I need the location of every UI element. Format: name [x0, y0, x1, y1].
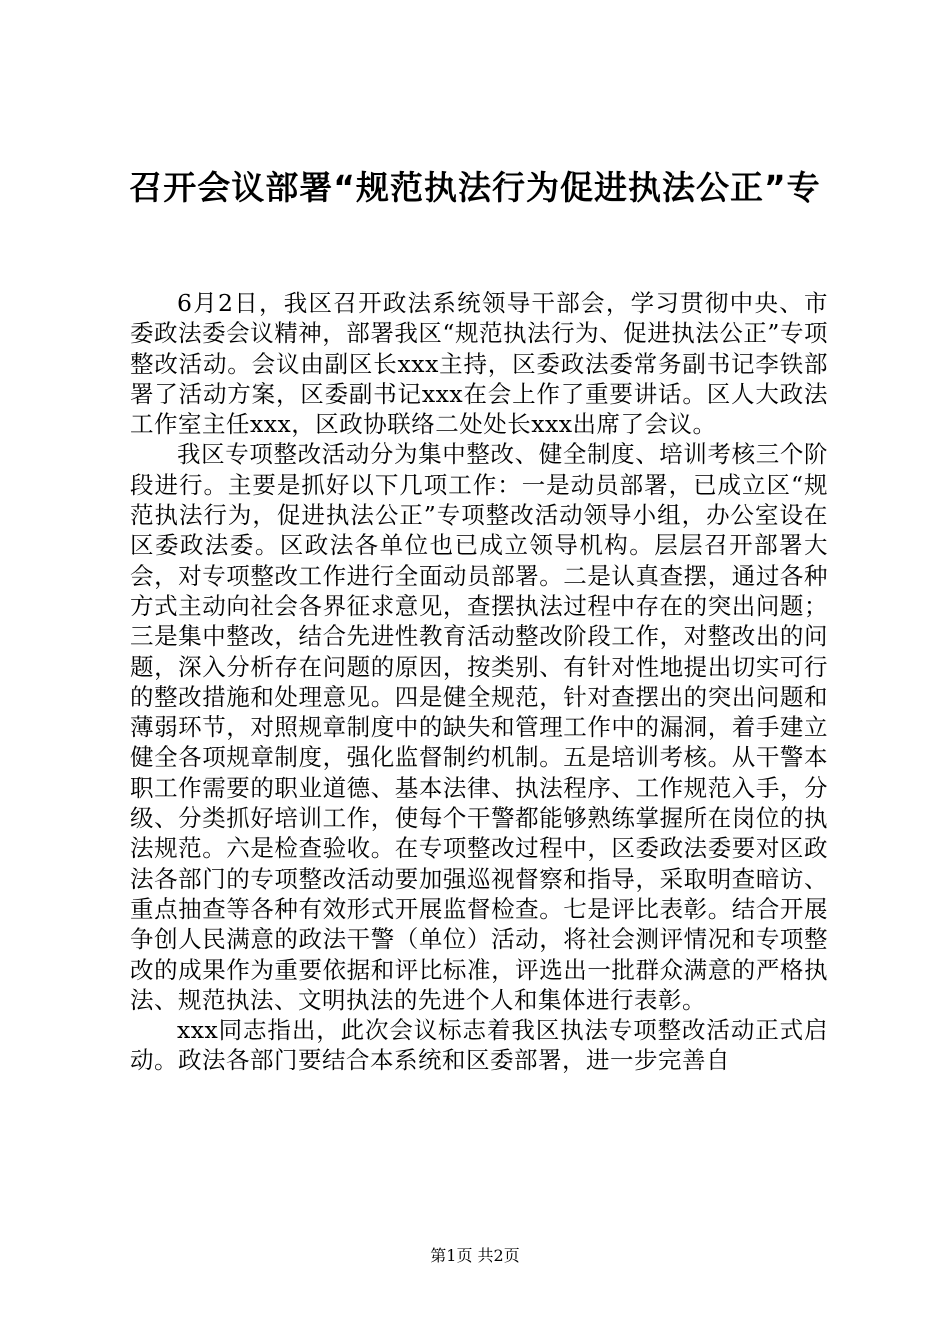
document-title: 召开会议部署“规范执法行为促进执法公正”专 [129, 168, 821, 207]
paragraph-rectification-work: 我区专项整改活动分为集中整改、健全制度、培训考核三个阶段进行。主要是抓好以下几项工作：一是动员部署，已成立区“规范执法行为，促进执法公正”专项整改活动领导小组，办公室设在区委政法委。区政法各单位也已成立领导机构。层层召开部署大会，对专项整改工作进行全面动员部署。二是认真查摆，通过各种方式主动向社会各界征求意见，查摆执法过程中存在的突出问题；三是集中整改，结合先进性教育活动整改阶段工作，对整改出的问题，深入分析存在问题的原因，按类别、有针对性地提出切实可行的整改措施和处理意见。四是健全规范，针对查摆出的突出问题和薄弱环节，对照规章制度中的缺失和管理工作中的漏洞，着手建立健全各项规章制度，强化监督制约机制。五是培训考核。从干警本职工作需要的职业道德、基本法律、执法程序、工作规范入手，分级、分类抓好培训工作，使每个干警都能够熟练掌握所在岗位的执法规范。六是检查验收。在专项整改过程中，区委政法委要对区政法各部门的专项整改活动要加强巡视督察和指导，采取明查暗访、重点抽查等各种有效形式开展监督检查。七是评比表彰。结合开展争创人民满意的政法干警（单位）活动，将社会测评情况和专项整改的成果作为重要依据和评比标准，评选出一批群众满意的严格执法、规范执法、文明执法的先进个人和集体进行表彰。 [130, 440, 828, 1014]
page-number-footer: 第1页 共2页 [430, 1246, 520, 1265]
paragraph-leader-remarks: xxx同志指出，此次会议标志着我区执法专项整改活动正式启动。政法各部门要结合本系统和区委部署，进一步完善自 [130, 1016, 828, 1075]
document-body [130, 288, 828, 1076]
paragraph-meeting-summary: 6月2日，我区召开政法系统领导干部会，学习贯彻中央、市委政法委会议精神，部署我区“规范执法行为、促进执法公正”专项整改活动。会议由副区长xxx主持，区委政法委常务副书记李铁部署了活动方案，区委副书记xxx在会上作了重要讲话。区人大政法工作室主任xxx，区政协联络二处处长xxx出席了会议。 [130, 289, 828, 439]
